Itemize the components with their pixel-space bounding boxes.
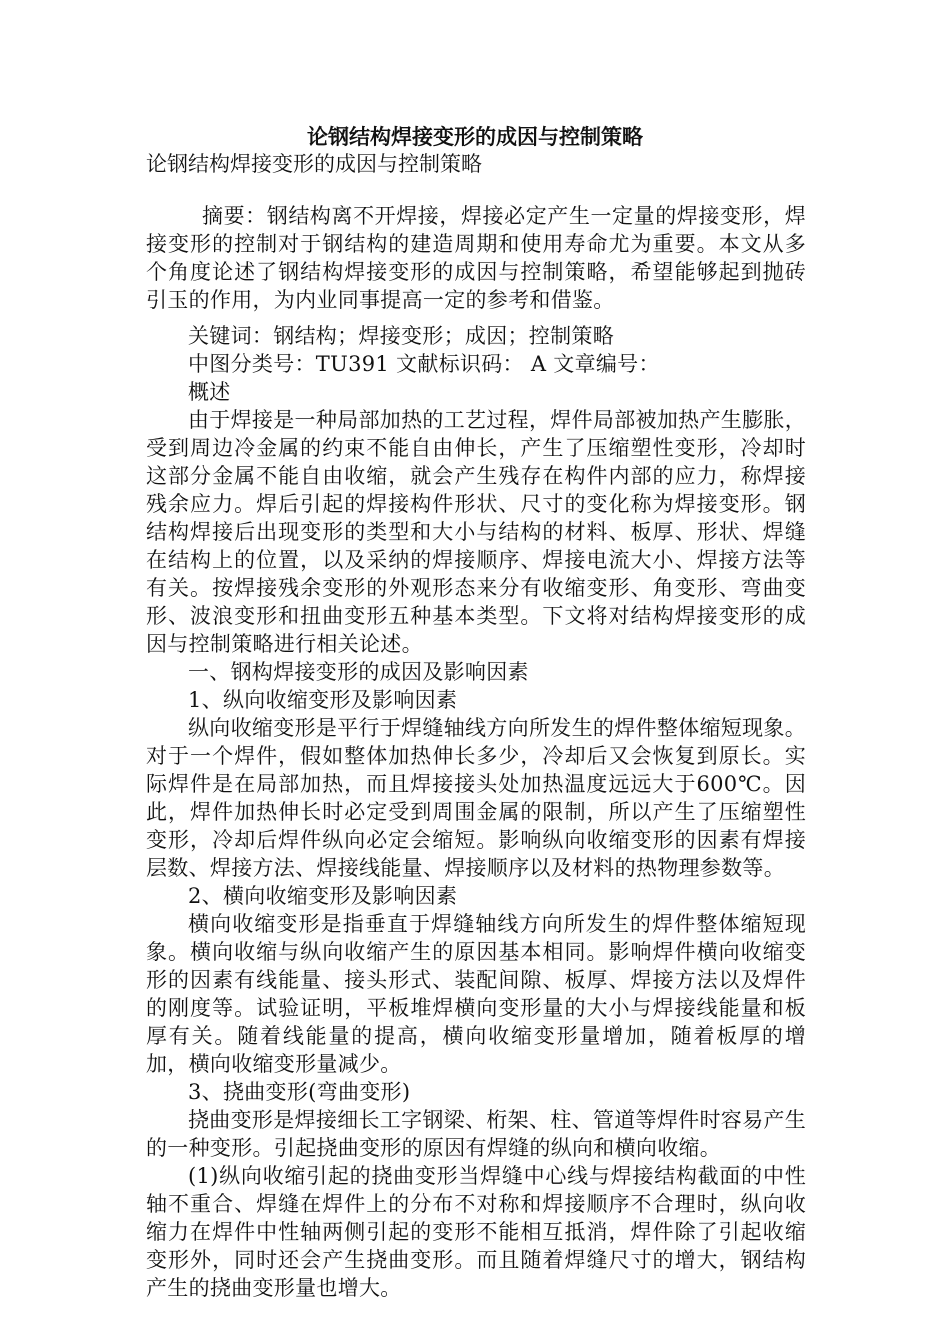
subsection2-paragraph: 横向收缩变形是指垂直于焊缝轴线方向所发生的焊件整体缩短现象。横向收缩与纵向收缩产生的原因基本相同。影响焊件横向收缩变形的因素有线能量、接头形式、装配间隙、板厚、焊接方法以及焊件的刚度等。试验证明，平板堆焊横向变形量的大小与焊接线能量和板厚有关。随着线能量的提高，横向收缩变形量增加，随着板厚的增加，横向收缩变形量减少。 <box>146 912 806 1076</box>
subsection1-paragraph: 纵向收缩变形是平行于焊缝轴线方向所发生的焊件整体缩短现象。对于一个焊件，假如整体加热伸长多少，冷却后又会恢复到原长。实际焊件是在局部加热，而且焊接接头处加热温度远远大于600℃。因此，焊件加热伸长时必定受到周围金属的限制，所以产生了压缩塑性变形，冷却后焊件纵向必定会缩短。影响纵向收缩变形的因素有焊接层数、焊接方法、焊接线能量、焊接顺序以及材料的热物理参数等。 <box>146 716 806 880</box>
subsection3-heading: 3、挠曲变形(弯曲变形) <box>188 1080 411 1104</box>
abstract-block <box>146 202 806 314</box>
overview-heading: 概述 <box>188 380 231 404</box>
keywords-line: 关键词：钢结构；焊接变形；成因；控制策略 <box>188 324 614 348</box>
overview-paragraph: 由于焊接是一种局部加热的工艺过程，焊件局部被加热产生膨胀，受到周边冷金属的约束不能自由伸长，产生了压缩塑性变形，冷却时这部分金属不能自由收缩，就会产生残存在构件内部的应力，称焊接残余应力。焊后引起的焊接构件形状、尺寸的变化称为焊接变形。钢结构焊接后出现变形的类型和大小与结构的材料、板厚、形状、焊缝在结构上的位置，以及采纳的焊接顺序、焊接电流大小、焊接方法等有关。按焊接残余变形的外观形态来分有收缩变形、角变形、弯曲变形、波浪变形和扭曲变形五种基本类型。下文将对结构焊接变形的成因与控制策略进行相关论述。 <box>146 408 806 656</box>
document-subtitle: 论钢结构焊接变形的成因与控制策略 <box>146 152 482 176</box>
subsection3-point1: (1)纵向收缩引起的挠曲变形当焊缝中心线与焊接结构截面的中性轴不重合、焊缝在焊件上的分布不对称和焊接顺序不合理时，纵向收缩力在焊件中性轴两侧引起的变形不能相互抵消，焊件除了引起收缩变形外，同时还会产生挠曲变形。而且随着焊缝尺寸的增大，钢结构产生的挠曲变形量也增大。 <box>146 1164 806 1300</box>
document-title: 论钢结构焊接变形的成因与控制策略 <box>307 125 643 149</box>
subsection2-heading: 2、横向收缩变形及影响因素 <box>188 884 458 908</box>
section1-heading: 一、钢构焊接变形的成因及影响因素 <box>188 660 529 684</box>
main-body <box>146 322 806 1302</box>
abstract-paragraph: 摘要：钢结构离不开焊接，焊接必定产生一定量的焊接变形，焊接变形的控制对于钢结构的建造周期和使用寿命尤为重要。本文从多个角度论述了钢结构焊接变形的成因与控制策略，希望能够起到抛砖引玉的作用，为内业同事提高一定的参考和借鉴。 <box>146 204 806 312</box>
subsection3-paragraph: 挠曲变形是焊接细长工字钢梁、桁架、柱、管道等焊件时容易产生的一种变形。引起挠曲变形的原因有焊缝的纵向和横向收缩。 <box>146 1108 806 1160</box>
subsection1-heading: 1、纵向收缩变形及影响因素 <box>188 688 458 712</box>
classification-line: 中图分类号：TU391 文献标识码： A 文章编号： <box>188 352 660 376</box>
